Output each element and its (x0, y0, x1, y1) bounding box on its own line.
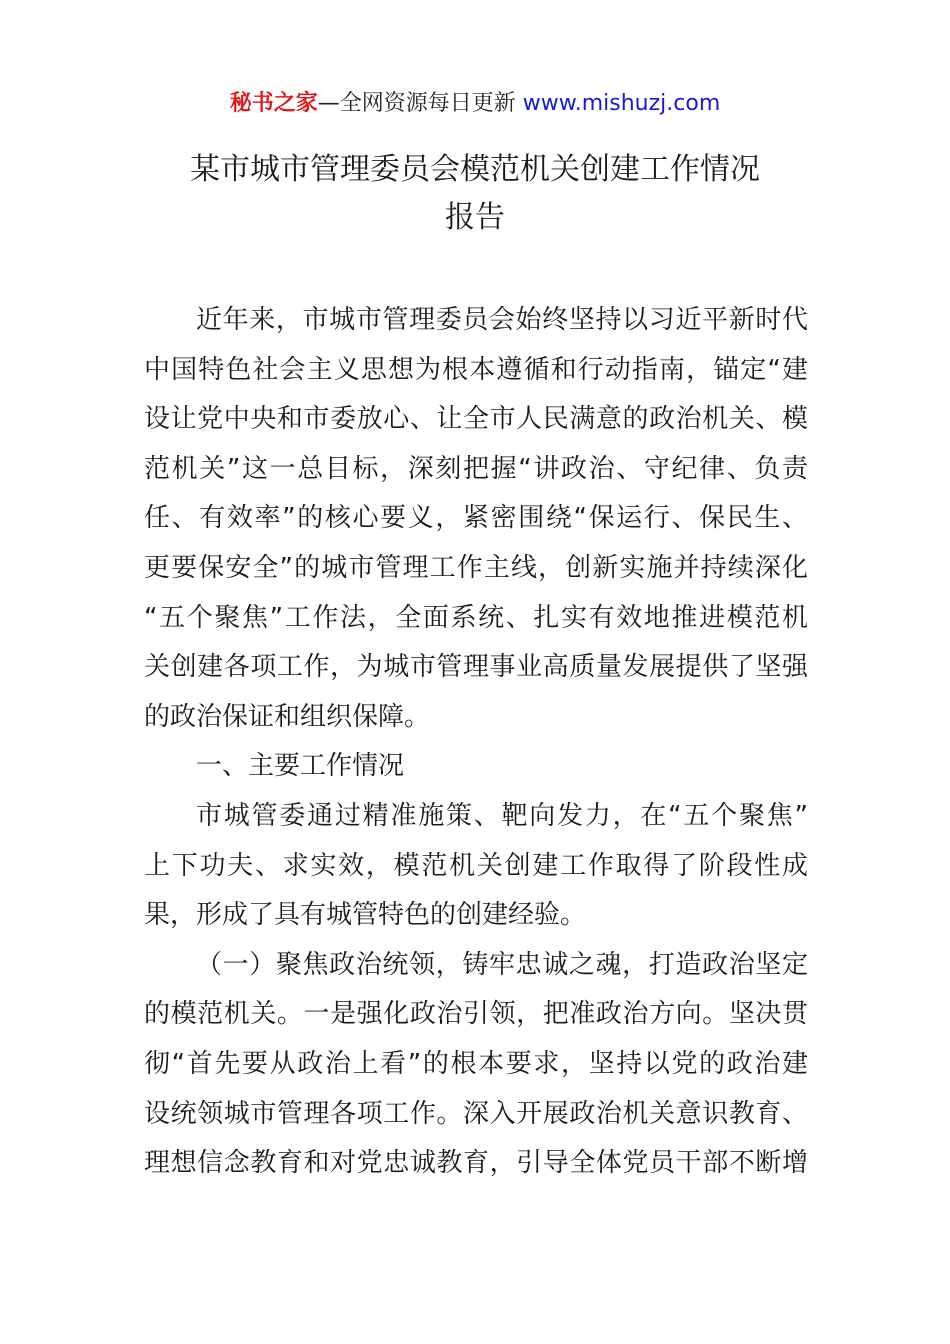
text-line: 设统领城市管理各项工作。深入开展政治机关意识教育、 (144, 1098, 808, 1129)
text-line: 上下功夫、求实效，模范机关创建工作取得了阶段性成 (144, 850, 808, 881)
section-heading (144, 742, 808, 792)
site-header (0, 88, 950, 120)
text-line: “五个聚焦”工作法，全面系统、扎实有效地推进模范机 (144, 602, 808, 633)
text-line: 果，形成了具有城管特色的创建经验。 (144, 900, 587, 931)
text-line: 关创建各项工作，为城市管理事业高质量发展提供了坚强 (144, 652, 808, 683)
text-line: 范机关”这一总目标，深刻把握“讲政治、守纪律、负责 (144, 453, 808, 484)
text-line: 市城管委通过精准施策、靶向发力，在“五个聚焦” (196, 800, 808, 831)
text-line: 彻“首先要从政治上看”的根本要求，坚持以党的政治建 (144, 1048, 808, 1079)
site-brand: 秘书之家 (229, 91, 318, 116)
text-line: 中国特色社会主义思想为根本遵循和行动指南，锚定“建 (144, 354, 808, 385)
text-line: 的模范机关。一是强化政治引领，把准政治方向。坚决贯 (144, 999, 808, 1030)
section-intro-paragraph (144, 792, 808, 941)
text-line: 的政治保证和组织保障。 (144, 701, 431, 732)
title-line: 报告 (445, 200, 505, 235)
intro-paragraph (144, 296, 808, 742)
subsection-paragraph (144, 941, 808, 1189)
text-line: 任、有效率”的核心要义，紧密围绕“保运行、保民生、 (144, 503, 808, 534)
section-heading-text: 一、主要工作情况 (196, 751, 405, 782)
site-tagline: —全网资源每日更新 (317, 91, 523, 116)
text-line: 理想信念教育和对党忠诚教育，引导全体党员干部不断增 (144, 1148, 808, 1179)
text-line: 近年来，市城市管理委员会始终坚持以习近平新时代 (196, 305, 808, 335)
title-line: 某市城市管理委员会模范机关创建工作情况 (190, 152, 760, 187)
text-line: （一）聚焦政治统领，铸牢忠诚之魂，打造政治坚定 (196, 949, 808, 980)
document-body (144, 296, 808, 1189)
text-line: 更要保安全”的城市管理工作主线，创新实施并持续深化 (144, 552, 808, 583)
document-title (120, 146, 830, 242)
site-url-link[interactable]: www.mishuzj.com (522, 91, 721, 116)
text-line: 设让党中央和市委放心、让全市人民满意的政治机关、模 (144, 404, 808, 435)
